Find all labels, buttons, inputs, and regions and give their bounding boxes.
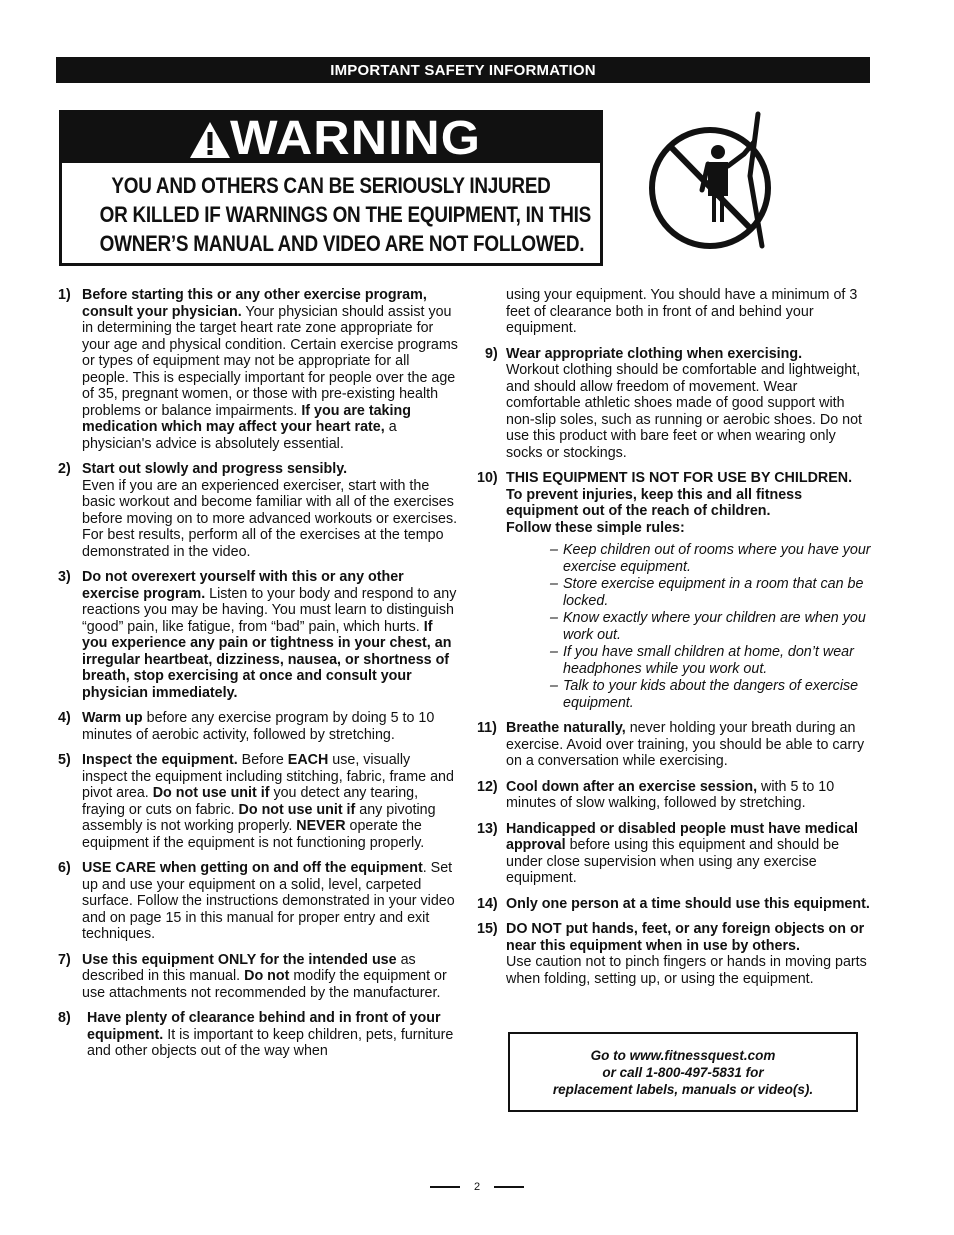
- rule-text: Talk to your kids about the dangers of exercise equipment.: [563, 678, 859, 711]
- warning-header: [62, 113, 600, 163]
- section-header: [56, 57, 870, 83]
- rule-text: If you have small children at home, don’t wear headphones while you work out.: [563, 644, 854, 677]
- rule-item: – Know exactly where your children are when you work out.: [550, 610, 866, 643]
- item-number: 14): [477, 895, 498, 912]
- rule-item: – Talk to your kids about the dangers of exercise equipment.: [550, 678, 859, 711]
- item-heading: Warm up: [82, 710, 143, 726]
- footer-rule: [494, 1186, 524, 1188]
- item-number: 8): [58, 1010, 71, 1026]
- item-heading: USE CARE when getting on and off the equipment: [82, 860, 423, 876]
- item-text: Your physician should assist you in determining the target heart rate zone appropriate for your age and physical condition. Certain exercise programs or types of equipment may not be appropriate for all people. This is especially important for people over the age of 35, pregnant women, or those with pre-existing health problems or balance impairments.: [82, 303, 458, 419]
- list-item: [477, 470, 872, 711]
- list-item: [477, 720, 872, 770]
- item-text: Use caution not to pinch fingers or hands in moving parts when folding, setting up, or using the equipment.: [506, 954, 867, 987]
- list-item: [58, 952, 458, 1002]
- no-climbing-prohibition-icon: [646, 96, 774, 254]
- warning-box: [59, 110, 603, 266]
- item-heading: Inspect the equipment.: [82, 752, 238, 768]
- item-heading: Breathe naturally,: [506, 720, 626, 736]
- list-item: [58, 287, 458, 452]
- item-number: 13): [477, 820, 498, 837]
- safety-list-right: [477, 287, 872, 996]
- item-emphasis: Do not: [244, 968, 290, 984]
- item-text: It is important to keep children, pets, furniture and other objects out of the way when: [87, 1026, 454, 1059]
- replacement-contact-box: [508, 1032, 858, 1112]
- item-emphasis: If you are taking medication which may affect your heart rate,: [82, 402, 411, 435]
- item-text: any pivoting assembly is not working properly.: [82, 801, 436, 834]
- item-heading: Cool down after an exercise session,: [506, 778, 758, 795]
- item-number: 11): [477, 720, 497, 736]
- item-text: with 5 to 10 minutes of slow walking, followed by stretching.: [506, 778, 835, 811]
- warning-message: [99, 163, 592, 258]
- item-text: modify the equipment or use attachments not recommended by the manufacturer.: [82, 968, 447, 1001]
- list-item: [477, 821, 872, 887]
- item-text: operate the equipment if the equipment is not functioning properly.: [82, 818, 425, 851]
- item-text: Before: [237, 752, 288, 768]
- item-heading: Have plenty of clearance behind and in front of your equipment.: [87, 1010, 441, 1043]
- warning-label: WARNING: [229, 111, 481, 165]
- item-heading: Use this equipment ONLY for the intended use: [82, 951, 397, 968]
- item-emphasis: NEVER: [296, 818, 346, 834]
- list-item: [477, 779, 872, 812]
- warning-triangle-icon: [188, 120, 232, 160]
- rule-item: – If you have small children at home, don’t wear headphones while you work out.: [550, 644, 854, 677]
- rule-text: Know exactly where your children are when you work out.: [563, 610, 866, 643]
- list-item: [58, 860, 458, 943]
- item-number: 2): [58, 461, 71, 477]
- contact-line-phone: or call 1-800-497-5831 for: [602, 1064, 764, 1080]
- item-text: Workout clothing should be comfortable and lightweight, and should allow freedom of movement. Wear comfortable athletic shoes made of good support with non-slip soles, such as running or aerobic shoes. Do not use this product with bare feet or when wearing only socks or stockings.: [506, 362, 863, 461]
- contact-line-note: replacement labels, manuals or video(s).: [552, 1081, 814, 1097]
- page-footer: [0, 1181, 954, 1193]
- item-number: 15): [477, 921, 498, 937]
- list-item: [477, 921, 872, 987]
- item-emphasis: Do not use unit if: [238, 801, 356, 818]
- item-number: 9): [485, 345, 498, 362]
- list-item: [58, 461, 458, 560]
- list-item: [477, 346, 872, 462]
- item-text: before using this equipment and should be under close supervision when using any exercise equipment.: [506, 837, 840, 886]
- item-text: as described in this manual.: [82, 951, 416, 984]
- list-item: [58, 1010, 458, 1060]
- item-number: 5): [58, 752, 71, 768]
- item-text: . Set up and use your equipment on a solid, level, carpeted surface. Follow the instructions demonstrated in your video and on page 15 in this manual for proper entry and exit techniques.: [82, 860, 455, 942]
- item-emphasis: Do not use unit if: [152, 785, 270, 801]
- rule-text: Keep children out of rooms where you have your exercise equipment.: [563, 542, 871, 575]
- item-emphasis: Follow these simple rules:: [506, 519, 685, 536]
- safety-list-left: [58, 287, 458, 1069]
- item-number: 3): [58, 569, 71, 585]
- item-heading: Do not overexert yourself with this or any other exercise program.: [82, 569, 404, 602]
- item-text: using your equipment. You should have a minimum of 3 feet of clearance both in front of and behind your equipment.: [506, 287, 858, 336]
- item-number: 12): [477, 778, 498, 795]
- footer-rule: [430, 1186, 460, 1188]
- item-heading: Handicapped or disabled people must have medical approval: [506, 820, 858, 853]
- item-text: use, visually inspect the equipment including stitching, fabric, frame and pivot area.: [82, 752, 454, 801]
- warning-message-line: YOU AND OTHERS CAN BE SERIOUSLY INJURED: [111, 173, 551, 198]
- item-text: a physician's advice is absolutely essential.: [82, 419, 397, 452]
- rule-item: – Store exercise equipment in a room that can be locked.: [550, 576, 864, 609]
- item-number: 4): [58, 710, 71, 726]
- rule-item: – Keep children out of rooms where you have your exercise equipment.: [550, 542, 871, 575]
- warning-message-line: OR KILLED IF WARNINGS ON THE EQUIPMENT, IN THIS: [99, 202, 592, 227]
- item-number: 6): [58, 860, 71, 876]
- item-heading: Before starting this or any other exercise program, consult your physician.: [82, 287, 427, 320]
- page-number: 2: [473, 1181, 481, 1193]
- item-text: Even if you are an experienced exerciser, start with the basic workout and become familiar with all of the exercises before moving on to more advanced workouts or exercises. For best results, perform all of the exercises at the tempo demonstrated in the video.: [82, 477, 458, 560]
- item-text: never holding your breath during an exercise. Avoid over training, you should be able to carry on a conversation while exercising.: [506, 720, 865, 769]
- item-heading: Only one person at a time should use this equipment.: [506, 895, 870, 912]
- rule-text: Store exercise equipment in a room that can be locked.: [563, 576, 864, 609]
- contact-line-website: Go to www.fitnessquest.com: [590, 1047, 776, 1063]
- child-safety-rules: [506, 542, 872, 711]
- item-heading: DO NOT put hands, feet, or any foreign objects on or near this equipment when in use by others.: [506, 921, 865, 954]
- list-item: [58, 752, 458, 851]
- section-header-title: IMPORTANT SAFETY INFORMATION: [330, 61, 596, 79]
- item-emphasis: EACH: [287, 752, 329, 768]
- item-heading: Wear appropriate clothing when exercising.: [506, 345, 803, 362]
- item-text: before any exercise program by doing 5 to 10 minutes of aerobic activity, followed by stretching.: [82, 710, 435, 743]
- list-item: [477, 896, 872, 913]
- item-number: 10): [477, 470, 498, 486]
- list-item: [58, 569, 458, 701]
- item-text: Listen to your body and respond to any reactions you may be having. You must learn to distinguish “good” pain, like fatigue, from “bad” pain, which hurts.: [82, 585, 457, 635]
- list-item: [58, 710, 458, 743]
- item-heading: Start out slowly and progress sensibly.: [82, 461, 348, 477]
- warning-message-line: OWNER’S MANUAL AND VIDEO ARE NOT FOLLOWED.: [99, 231, 585, 256]
- item-number: 7): [58, 951, 71, 968]
- item-heading: THIS EQUIPMENT IS NOT FOR USE BY CHILDREN. To prevent injuries, keep this and all fitness equipment out of the reach of children.: [506, 470, 853, 519]
- list-item-continuation: [477, 287, 872, 337]
- item-number: 1): [58, 287, 71, 303]
- item-emphasis: If you experience any pain or tightness in your chest, an irregular heartbeat, dizziness, nausea, or shortness of breath, stop exercising at once and consult your physician immediately.: [82, 618, 452, 701]
- item-text: you detect any tearing, fraying or cuts on fabric.: [82, 785, 419, 818]
